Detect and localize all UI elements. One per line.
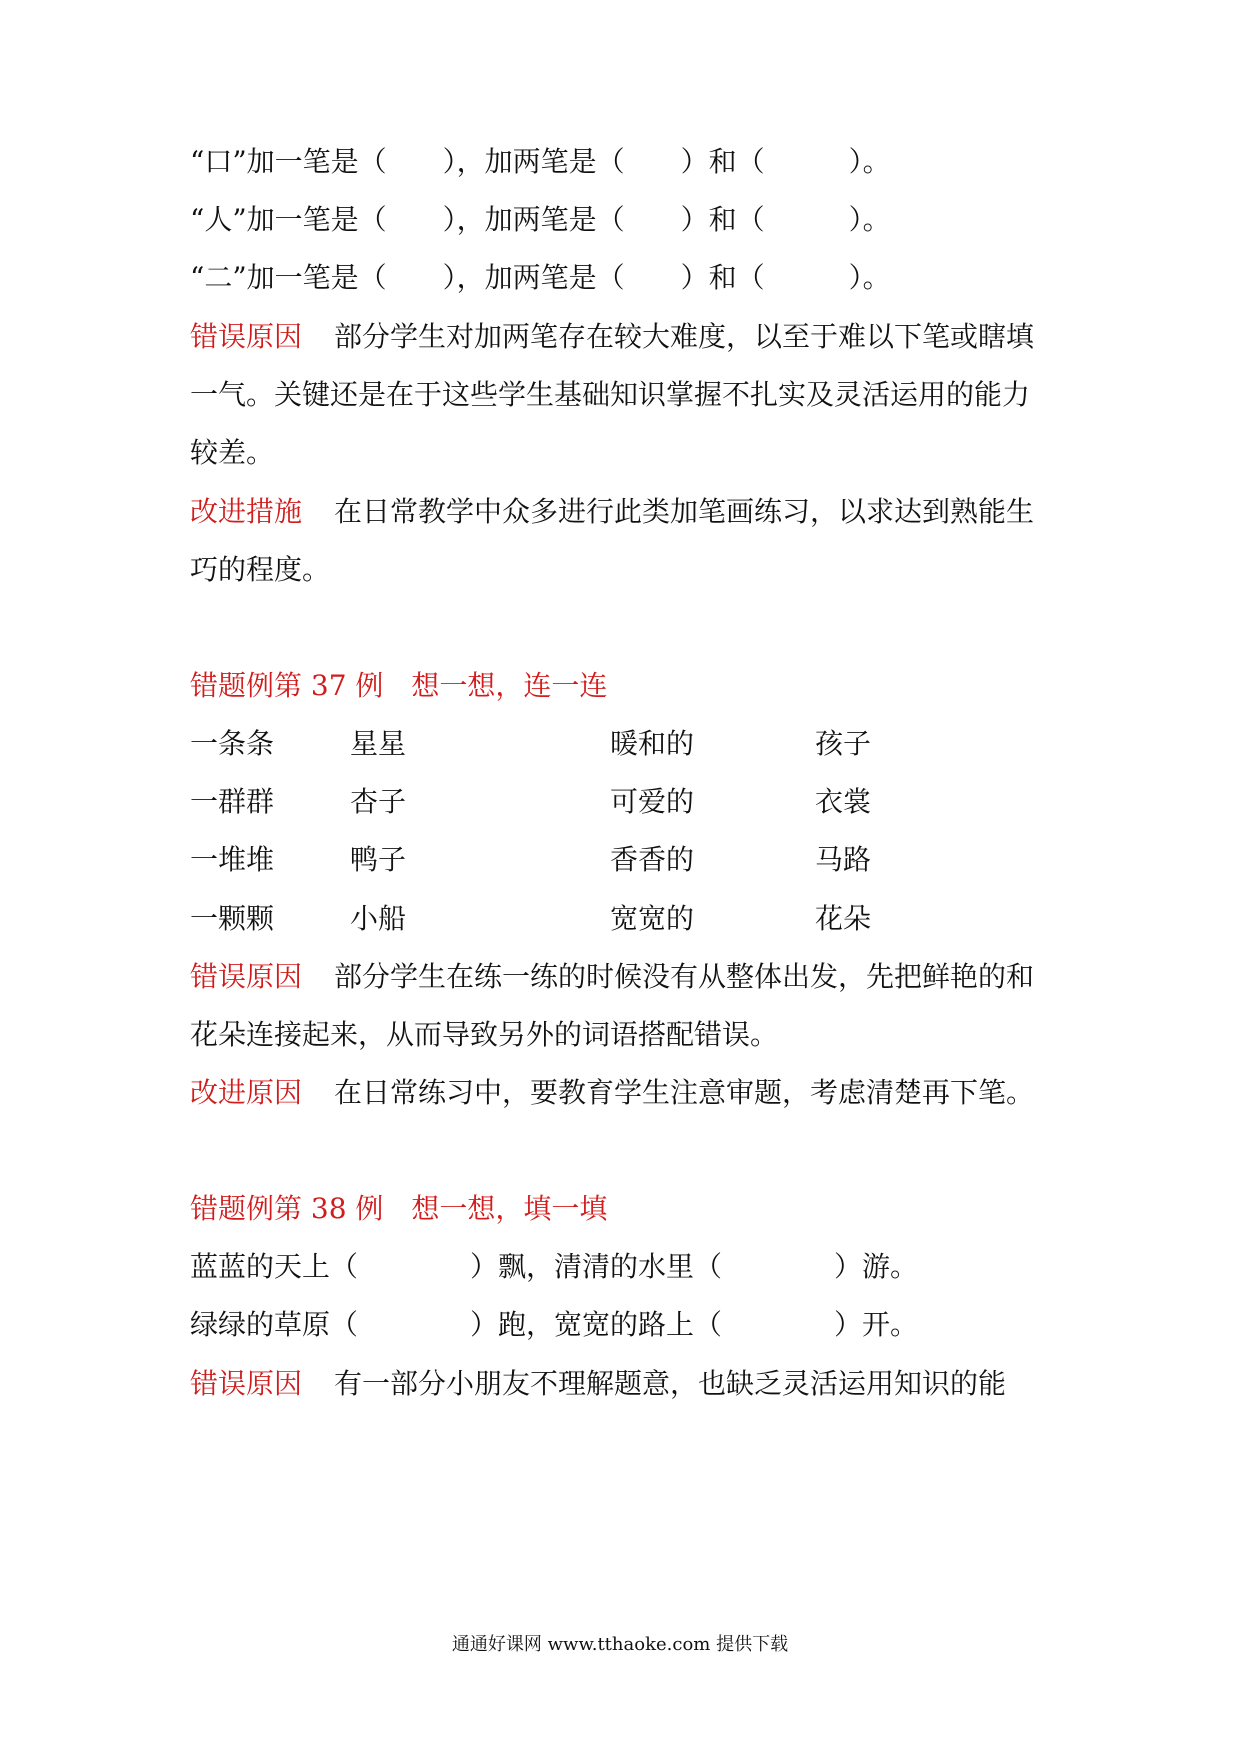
stroke-question-2: “人”加一笔是（ ），加两笔是（ ）和（ ）。 bbox=[190, 203, 891, 236]
fill-question-2: 绿绿的草原（ ）跑，宽宽的路上（ ）开。 bbox=[190, 1308, 919, 1341]
improvement-label: 改进原因 bbox=[190, 1076, 303, 1109]
page-footer: 通通好课网 www.tthaoke.com 提供下载 bbox=[451, 1634, 789, 1655]
error-reason-paragraph bbox=[190, 1364, 1006, 1404]
match-cell: 一条条 bbox=[190, 727, 275, 760]
match-cell: 一颗颗 bbox=[190, 902, 275, 935]
match-cell: 香香的 bbox=[610, 843, 695, 876]
error-reason-paragraph bbox=[190, 957, 1034, 997]
stroke-question-1: “口”加一笔是（ ），加两笔是（ ）和（ ）。 bbox=[190, 145, 891, 178]
improvement-label: 改进措施 bbox=[190, 495, 303, 528]
example-37-heading: 错题例第 37 例 想一想，连一连 bbox=[190, 669, 608, 702]
match-cell: 宽宽的 bbox=[610, 902, 695, 935]
match-cell: 孩子 bbox=[815, 727, 872, 760]
error-reason-label: 错误原因 bbox=[190, 1367, 303, 1400]
match-cell: 可爱的 bbox=[610, 785, 695, 818]
example-38-heading: 错题例第 38 例 想一想，填一填 bbox=[190, 1192, 608, 1225]
error-reason-text: 部分学生对加两笔存在较大难度，以至于难以下笔或瞎填 bbox=[334, 320, 1035, 353]
error-reason-text-line-2: 花朵连接起来，从而导致另外的词语搭配错误。 bbox=[190, 1018, 779, 1051]
match-cell: 一堆堆 bbox=[190, 843, 275, 876]
match-cell: 星星 bbox=[350, 727, 407, 760]
match-cell: 暖和的 bbox=[610, 727, 695, 760]
improvement-paragraph bbox=[190, 492, 1034, 532]
match-cell: 衣裳 bbox=[815, 785, 872, 818]
error-reason-text: 有一部分小朋友不理解题意，也缺乏灵活运用知识的能 bbox=[334, 1367, 1007, 1400]
match-cell: 杏子 bbox=[350, 785, 407, 818]
improvement-text: 在日常练习中，要教育学生注意审题，考虑清楚再下笔。 bbox=[334, 1076, 1035, 1109]
error-reason-paragraph bbox=[190, 317, 1034, 357]
improvement-paragraph bbox=[190, 1073, 1034, 1113]
error-reason-text-line-2: 一气。关键还是在于这些学生基础知识掌握不扎实及灵活运用的能力 bbox=[190, 378, 1031, 411]
error-reason-text: 部分学生在练一练的时候没有从整体出发，先把鲜艳的和 bbox=[334, 960, 1035, 993]
match-cell: 马路 bbox=[815, 843, 872, 876]
stroke-question-3: “二”加一笔是（ ），加两笔是（ ）和（ ）。 bbox=[190, 261, 891, 294]
fill-question-1: 蓝蓝的天上（ ）飘，清清的水里（ ）游。 bbox=[190, 1250, 919, 1283]
improvement-text: 在日常教学中众多进行此类加笔画练习，以求达到熟能生 bbox=[334, 495, 1035, 528]
improvement-text-line-2: 巧的程度。 bbox=[190, 553, 331, 586]
match-cell: 小船 bbox=[350, 902, 407, 935]
error-reason-text-line-3: 较差。 bbox=[190, 436, 275, 469]
match-cell: 花朵 bbox=[815, 902, 872, 935]
match-cell: 鸭子 bbox=[350, 843, 407, 876]
match-cell: 一群群 bbox=[190, 785, 275, 818]
error-reason-label: 错误原因 bbox=[190, 320, 303, 353]
error-reason-label: 错误原因 bbox=[190, 960, 303, 993]
